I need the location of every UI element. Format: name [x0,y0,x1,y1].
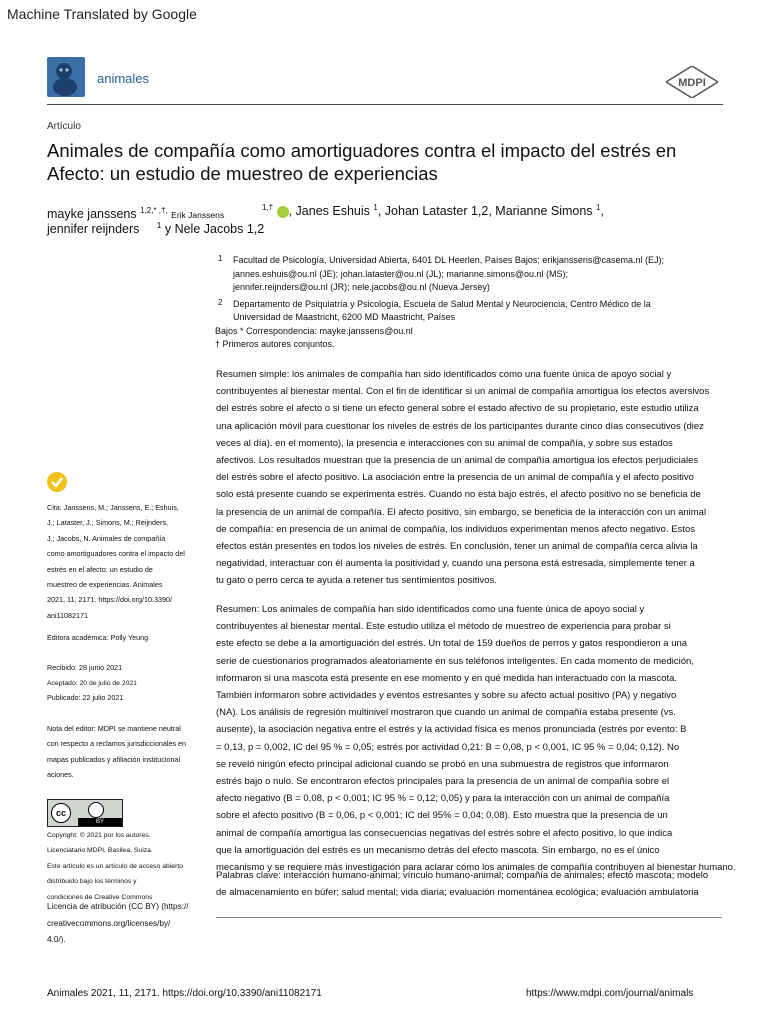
abstract-line: se reveló ningún efecto principal adicional cuando se probó en una submuestra de registros que informaron [216,758,669,770]
article-title [47,139,727,185]
affil-line-5: Universidad de Maastricht, 6200 MD Maastricht, Países [233,312,456,322]
citation-line: ani11082171 [47,610,89,620]
journal-logo [47,57,85,97]
citation-block [47,500,207,623]
keywords [216,867,756,901]
authors-line-2 [47,221,264,236]
affil-number-2: 2 [218,297,223,307]
publisher-note-line: Nota del editor: MDPI se mantiene neutral [47,724,181,733]
abstract [216,601,768,876]
abstract-line: También informaron sobre actividades y eventos estresantes y sobre su afecto actual positivo (PA) y negativo [216,690,677,702]
received-date: Recibido: 28 junio 2021 [47,663,123,672]
abstract-line: serie de cuestionarios programados aleatoriamente en sus teléfonos inteligentes. En cada momento de medición, [216,655,694,667]
abstract-line: contribuyentes al bienestar mental. Este estudio utiliza el método de muestreo de experiencia para probar si [216,621,671,633]
author-2[interactable]: Erik Janssens [171,210,225,221]
abstract-line: animal de compañía amortigua las consecuencias negativas del estrés sobre el afecto positivo, lo que indica [216,827,673,839]
abstract-line: informaron si una mascota está presente en ese momento y en qué medida han interactuado con la mascota. [216,672,678,684]
simple-summary-line: una aplicación móvil para cuestionar los niveles de estrés de los participantes durante cinco días consecutivos (diez [216,420,704,432]
attribution-person-icon [88,802,104,818]
check-for-updates-icon[interactable] [47,472,67,492]
citation-line: J.; Lataster, J.; Simons, M.; Reijnders, [47,518,169,528]
simple-summary-line: del estrés sobre el afecto positivo. La asociación entre la presencia de un animal de compañía y el afecto positivo [216,472,694,484]
title-line-2: Afecto: un estudio de muestreo de experiencias [47,163,438,184]
cc-icon: cc [51,803,71,823]
abstract-line: mecanismo y se requiere más investigación para aclarar cómo los animales de compañía contribuyen al bienestar humano. [216,862,736,874]
simple-summary-line: negatividad, interactuar con él aumenta la positividad y, cuando una persona está estresada, simplemente tener a [216,558,695,570]
affil-line-2: jannes.eshuis@ou.nl (JE); johan.lataster@ou.nl (JL); marianne.simons@ou.nl (MS); [233,268,569,279]
author-2-affil: 1,† [262,203,274,212]
abstract-line: = 0,13, p = 0,002, IC del 95 % = 0,05; estrés por actividad 0,21: B = 0,08, p < 0,001, IC 95 % = 0,04; 0,12). No [216,741,680,753]
orcid-icon[interactable] [277,206,289,218]
abstract-line: afecto negativo (B = 0,08, p < 0,001; IC 95 % = 0,12; 0,05) y para la interacción con un animal de compañía [216,793,670,805]
mdpi-logo[interactable] [666,66,718,98]
translation-banner: Machine Translated by Google [7,6,197,22]
license-line: Licencia de atribución (CC BY) (https:// [47,902,189,911]
authors-line-1b [262,203,604,218]
author-4-affil: 1 [596,203,601,212]
animal-silhouette-icon [47,57,85,97]
copyright-line: Copyright: © 2021 por los autores. [47,832,151,839]
citation-line: J.; Jacobs, N. Animales de compañía [47,533,166,543]
simple-summary-line: efectos están presentes en todos los niveles de estrés. En conclusión, tener un animal de compañía cerca alivia la [216,541,698,553]
simple-summary-line: la presencia de un animal de compañía. El afecto positivo, sin embargo, se beneficia de la interacción con un animal [216,506,707,518]
abstract-line: estrés bajo o nulo. Se encontraron efectos principales para la presencia de un animal de compañía sobre el [216,776,670,788]
footer-citation: Animales 2021, 11, 2171. https://doi.org/10.3390/ani11082171 [47,988,322,999]
published-date: Publicado: 22 julio 2021 [47,693,124,702]
affil-number-1: 1 [218,254,223,263]
copyright-line: Este artículo es un artículo de acceso abierto [47,862,184,870]
publisher-label: MDPI [678,77,706,89]
author-1[interactable]: mayke janssens [47,207,137,222]
affil-line-4: Departamento de Psiquiatría y Psicología, Escuela de Salud Mental y Neurociencia, Centro Médico de la [233,298,651,309]
abstract-line: este efecto se debe a la amortiguación del estrés. Un total de 159 dueños de perros y gatos respondieron a una [216,638,688,650]
title-line-1: Animales de compañía como amortiguadores contra el impacto del estrés en [47,140,677,161]
accepted-date: Aceptado: 20 de julio de 2021 [47,680,137,687]
cc-by-label: BY [78,818,122,826]
simple-summary-line: contribuyentes al bienestar mental. Con el fin de identificar si un animal de compañía amortigua los efectos aversivos [216,386,710,398]
author-3[interactable]: , Janes Eshuis [288,204,370,219]
citation-line: Cita: Janssens, M.; Janssens, E.; Eshuis, [47,503,179,512]
joint-authors-note: † Primeros autores conjuntos. [215,339,335,349]
cc-by-license-badge[interactable] [47,799,123,827]
copyright-line: Licenciatario MDPI, Basilea, Suiza. [47,847,153,855]
abstract-line: ausente), la asociación negativa entre el estrés y la actividad física es menos pronunciada (estrés por evento: B [216,724,687,736]
simple-summary-line: solo está presente cuando se experimenta estrés. Cuando no está bajo estrés, el afecto positivo no se beneficia de [216,489,701,501]
license-line: 4.0/). [47,935,66,944]
abstract-line: Resumen: Los animales de compañía han sido identificados como una fuente única de apoyo social y [216,604,645,615]
author-6[interactable]: y Nele Jacobs 1,2 [164,222,265,237]
header-divider [47,104,723,105]
simple-summary-line: Resumen simple: los animales de compañía han sido identificados como una fuente única de apoyo social y [216,369,672,380]
citation-line: estrés en el afecto: un estudio de [47,564,153,574]
keywords-line: Palabras clave: interacción humano-animal; vínculo humano-animal; compañía de animales; efecto mascota; modelo [216,870,709,881]
citation-line: 2021, 11, 2171. https://doi.org/10.3390/ [47,595,172,605]
simple-summary-line: veces al día). en el momento), la presencia e interacciones con su animal de compañía, y sobre sus estados [216,437,673,449]
abstract-line: que la amortiguación del estrés es un mecanismo detrás del efecto mascota. Sin embargo, no es el único [216,844,660,856]
license-block [47,899,217,949]
keywords-line: de almacenamiento en búfer; salud mental; vida diaria; evaluación momentánea ecológica; evaluación ambulatoria [216,887,699,899]
license-line: creativecommons.org/licenses/by/ [47,918,171,928]
publisher-note-line: aciones. [47,770,74,780]
journal-name[interactable]: animales [97,71,150,86]
abstract-line: (NA). Los análisis de regresión multinivel mostraron que cuando un animal de compañía estaba presente (vs. [216,707,676,719]
author-5[interactable]: jennifer reijnders [47,222,140,237]
simple-summary-line: tu gato o perro cerca te ayuda a retener tus sentimientos positivos. [216,575,497,587]
copyright-line: distribuido bajo los términos y [47,878,137,886]
academic-editor: Editora académica: Polly Yeung [47,633,149,642]
abstract-line: sobre el afecto positivo (B = 0,06, p < 0,001; IC del 95% = 0,04; 0,08). Esto muestra que la presencia de un [216,810,668,822]
affiliations [215,254,738,352]
author-4-tail: , [600,204,604,219]
citation-line: muestreo de experiencias. Animales [47,580,163,590]
publisher-note [47,721,207,783]
citation-line: como amortiguadores contra el impacto del [47,549,185,559]
keywords-divider [216,917,722,918]
publisher-note-line: con respecto a reclamos jurisdiccionales en [47,739,187,749]
author-3-affil: 1 [373,203,378,212]
author-4[interactable]: , Johan Lataster 1,2, Marianne Simons [377,204,593,219]
publisher-note-line: mapas publicados y afiliación institucional [47,754,181,764]
affil-line-1: Facultad de Psicología, Universidad Abierta, 6401 DL Heerlen, Países Bajos; erikjanssens@casema.nl (EJ); [233,255,665,265]
simple-summary-line: del estrés sobre el afecto o si tiene un efecto general sobre el estado afectivo de su propietario, este estudio utiliza [216,403,699,415]
copyright-block [47,828,217,905]
simple-summary [216,366,746,590]
affil-line-3: jennifer.reijnders@ou.nl (JR); nele.jacobs@ou.nl (Nueva Jersey) [233,282,490,292]
copyright-line: condiciones de Creative Commons [47,893,153,901]
author-1-affil: 1,2,* ,†, [140,206,168,215]
simple-summary-line: afectivos. Los resultados muestran que la presencia de un animal de compañía amortigua los efectos perjudiciales [216,455,699,467]
correspondence: Bajos * Correspondencia: mayke.janssens@ou.nl [215,325,413,336]
simple-summary-line: de compañía: en presencia de un animal de compañía, los individuos experimentan menos afecto negativo. Estos [216,523,695,535]
footer-journal-url[interactable]: https://www.mdpi.com/journal/animals [526,988,694,999]
author-5-affil: 1 [156,221,162,230]
article-type: Artículo [47,121,81,132]
